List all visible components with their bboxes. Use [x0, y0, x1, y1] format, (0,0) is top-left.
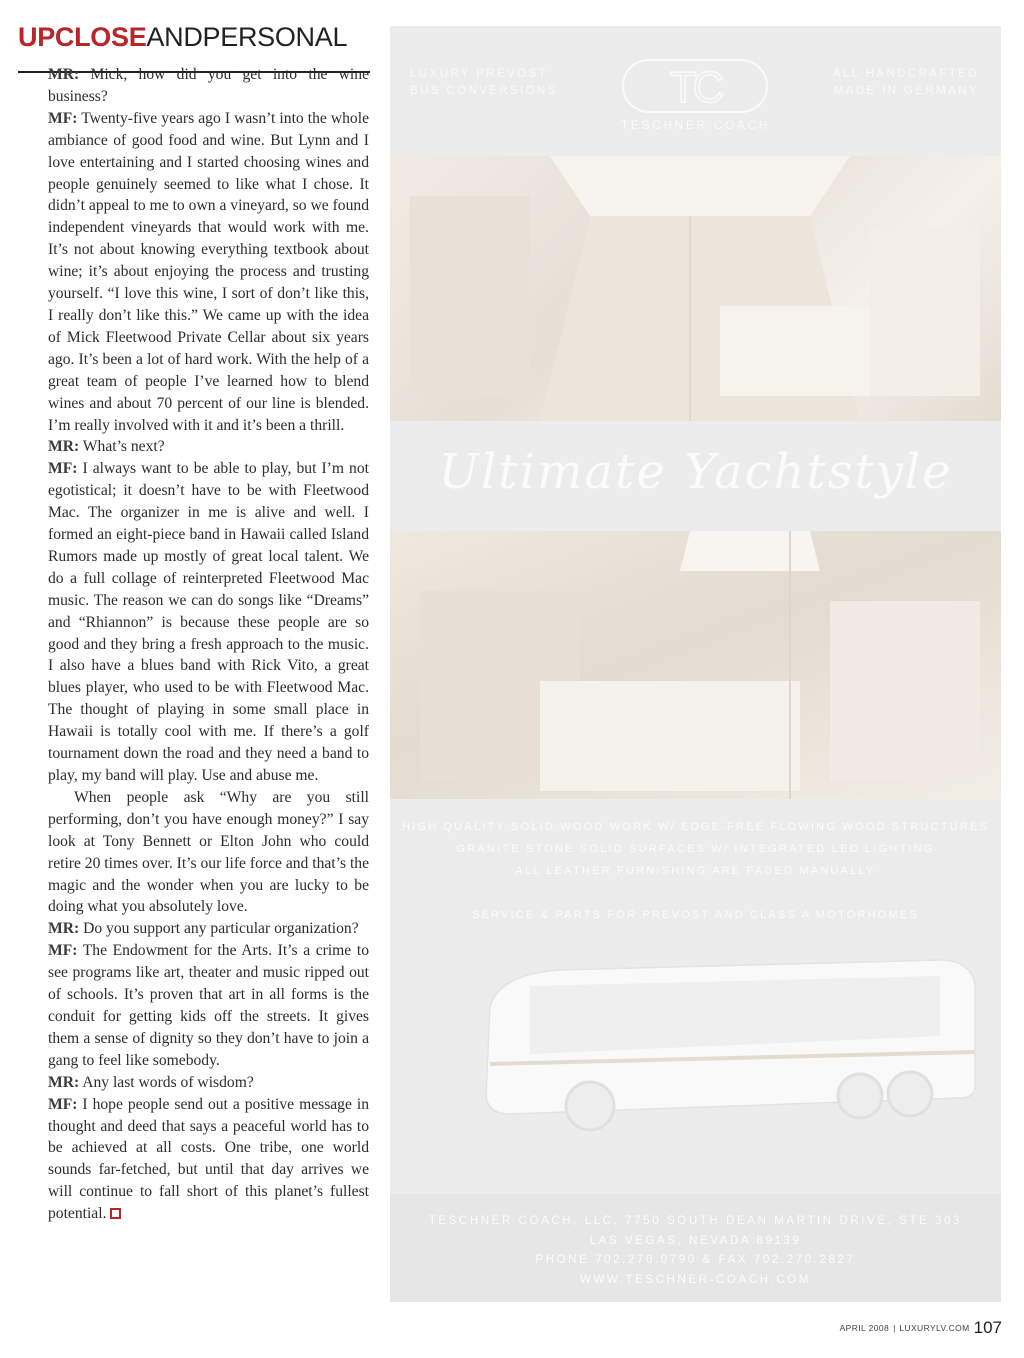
contact-line: PHONE 702.270.0790 & FAX 702.270.2827 [535, 1254, 856, 1266]
speaker-label: MF: [48, 1095, 78, 1113]
paragraph-text: Mick, how did you get into the wine business? [48, 66, 369, 105]
teschner-coach-advertisement [390, 26, 1001, 1302]
ad-right-tag-line: MADE IN GERMANY [833, 85, 979, 97]
speaker-label: MR: [48, 920, 80, 938]
article-body [48, 64, 369, 1225]
feature-line: ALL LEATHER FURNISHING ARE FADED MANUALLY [515, 865, 876, 877]
feature-line: GRANITE STONE SOLID SURFACES W/ INTEGRATED LED LIGHTING [456, 843, 935, 855]
interior-illustration [390, 156, 1001, 421]
coach-bedroom-photo [390, 531, 1001, 799]
section-title-bold: UPCLOSE [18, 22, 147, 52]
site-name: LUXURYLV.COM [899, 1323, 970, 1333]
ad-features [390, 816, 1001, 926]
ad-left-tag-line: LUXURY PREVOST [410, 68, 548, 80]
paragraph-text: Do you support any particular organization? [79, 920, 359, 938]
speaker-label: MR: [48, 1073, 80, 1091]
article-paragraph [48, 1072, 369, 1094]
speaker-label: MF: [48, 942, 78, 960]
bus-illustration-icon [470, 936, 980, 1136]
issue-date: APRIL 2008 [839, 1323, 890, 1333]
ad-contact-footer [390, 1194, 1001, 1302]
speaker-label: MF: [48, 109, 78, 127]
page-number: 107 [973, 1318, 1002, 1337]
article-paragraph [48, 1094, 369, 1225]
article-paragraph [48, 458, 369, 787]
feature-line: HIGH QUALITY SOLID WOOD WORK W/ EDGE-FREE FLOWING WOOD STRUCTURES [401, 821, 990, 833]
paragraph-text: I hope people send out a positive message in thought and deed that says a peaceful world has to be achieved at all costs. One tribe, one world sounds far-fetched, but until that day arrives we will continue to fall short of this planet’s fullest potential. [48, 1095, 369, 1223]
paragraph-text: I always want to be able to play, but I’m not egotistical; it doesn’t have to be with Fleetwood Mac. The organizer in me is alive and well. I formed an eight-piece band in Hawaii called Island Rumors made up mostly of great local talent. We do a full collage of reinterpreted Fleetwood Mac music. The reason we can do songs like “Dreams” and “Rhiannon” is because these people are so good and they bring a fresh approach to the music. I also have a blues band with Rick Vito, a great blues player, who used to be with Fleetwood Mac. The thought of playing in some small place in Hawaii is totally cool with me. If there’s a golf tournament down the road and they need a band to play, my band will play. Use and abuse me. [48, 460, 369, 784]
speaker-label: MF: [48, 460, 78, 478]
contact-line: TESCHNER COACH, LLC, 7750 SOUTH DEAN MARTIN DRIVE, STE 303 [428, 1215, 963, 1227]
section-header [18, 22, 370, 54]
article-paragraph [48, 787, 369, 918]
article-paragraph [48, 64, 369, 108]
ad-left-tag [410, 66, 558, 100]
paragraph-text: When people ask “Why are you still performing, don’t you have enough money?” I say look at Tony Bennett or Elton John who could retire 20 times over. It’s our life force and that’s the magic and the wonder when you are lucky to be doing what you absolutely love. [48, 788, 369, 916]
contact-line: LAS VEGAS, NEVADA 89139 [589, 1234, 802, 1247]
coach-interior-photo [390, 156, 1001, 421]
speaker-label: MR: [48, 66, 80, 83]
ad-website-link[interactable]: WWW.TESCHNER-COACH.COM [580, 1273, 811, 1286]
article-paragraph [48, 108, 369, 437]
logo-letters: TC [669, 63, 721, 112]
article-paragraph [48, 940, 369, 1071]
ad-tagline: Ultimate Yachtstyle [438, 444, 953, 500]
feature-line: SERVICE & PARTS FOR PREVOST AND CLASS A MOTORHOMES [471, 909, 919, 921]
section-title-light: ANDPERSONAL [146, 22, 348, 52]
article-paragraph [48, 918, 369, 940]
speaker-label: MR: [48, 438, 80, 456]
bedroom-illustration [390, 531, 1001, 799]
article-paragraph [48, 436, 369, 458]
page-folio [840, 1318, 1002, 1338]
paragraph-text: Any last words of wisdom? [79, 1073, 254, 1091]
paragraph-text: Twenty-five years ago I wasn’t into the whole ambiance of good food and wine. But Lynn and I love entertaining and I started choosing wines and people genuinely seemed to like what I chose. It didn’t appeal to me to own a vineyard, so we found independent vineyards that would work with me. It’s not about knowing everything textbook about wine; it’s about enjoying the process and trusting yourself. “I love this wine, I sort of don’t like this, I really don’t like this.” We came up with the idea of Mick Fleetwood Private Cellar about six years ago. It’s been a lot of hard work. With the help of a great team of people I’ve learned how to blend wines and about 70 percent of our line is blended. I’m really involved with it and it’s been a thrill. [48, 109, 369, 434]
paragraph-text: The Endowment for the Arts. It’s a crime to see programs like art, theater and music ripped out of schools. It’s proven that art in all forms is the conduit for getting kids off the streets. It gives them a sense of dignity so they don’t have to join a gang to feel like somebody. [48, 942, 369, 1069]
teschner-coach-logo-icon [620, 56, 770, 116]
ad-brand-name: TESCHNER COACH [620, 118, 771, 132]
ad-right-tag-line: ALL HANDCRAFTED [832, 68, 979, 80]
end-mark-icon [110, 1208, 121, 1219]
folio-separator: | [893, 1323, 896, 1333]
section-title [18, 22, 347, 52]
ad-right-tag [833, 66, 979, 100]
ad-left-tag-line: BUS CONVERSIONS [410, 85, 558, 97]
paragraph-text: What’s next? [79, 438, 165, 456]
